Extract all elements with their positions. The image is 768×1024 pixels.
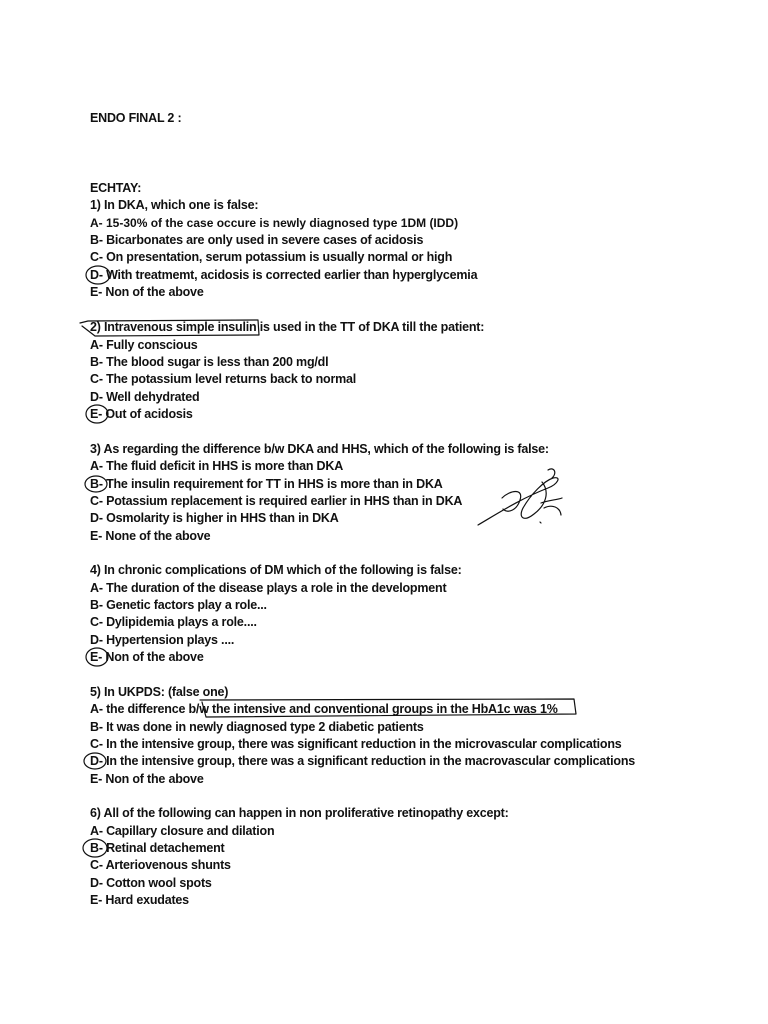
question-4-option-b: B- Genetic factors play a role... xyxy=(90,598,267,612)
question-3-stem: 3) As regarding the difference b/w DKA and HHS, which of the following is false: xyxy=(90,442,549,456)
question-6-stem: 6) All of the following can happen in non proliferative retinopathy except: xyxy=(90,806,509,820)
question-4-option-a: A- The duration of the disease plays a role in the development xyxy=(90,581,447,595)
question-5-option-e: E- Non of the above xyxy=(90,772,204,786)
question-1-option-a: A- 15-30% of the case occure is newly diagnosed type 1DM (IDD) xyxy=(90,216,459,230)
question-6-option-d: D- Cotton wool spots xyxy=(90,876,212,890)
question-3-option-d: D- Osmolarity is higher in HHS than in DKA xyxy=(90,511,339,525)
question-4-option-e: E- Non of the above xyxy=(90,650,204,664)
question-2-stem: 2) Intravenous simple insulin is used in the TT of DKA till the patient: xyxy=(90,320,485,334)
question-4-option-d: D- Hypertension plays .... xyxy=(90,633,235,647)
question-2-option-b: B- The blood sugar is less than 200 mg/dl xyxy=(90,355,329,369)
question-5-option-a: A- the difference b/w the intensive and conventional groups in the HbA1c was 1% xyxy=(90,702,558,716)
question-3-option-e: E- None of the above xyxy=(90,529,211,543)
question-2-option-a: A- Fully conscious xyxy=(90,338,198,352)
question-6-option-c: C- Arteriovenous shunts xyxy=(90,858,231,872)
question-5-option-b: B- It was done in newly diagnosed type 2 diabetic patients xyxy=(90,720,424,734)
question-4-option-c: C- Dylipidemia plays a role.... xyxy=(90,615,257,629)
handwritten-signature xyxy=(478,469,562,525)
question-6-option-b: B- Retinal detachement xyxy=(90,841,225,855)
question-6-option-a: A- Capillary closure and dilation xyxy=(90,824,275,838)
question-2-option-e: E- Out of acidosis xyxy=(90,407,193,421)
question-1-option-c: C- On presentation, serum potassium is usually normal or high xyxy=(90,250,453,264)
question-5-option-d: D- In the intensive group, there was a significant reduction in the macrovascular complications xyxy=(90,754,636,768)
question-5-option-c: C- In the intensive group, there was significant reduction in the microvascular complications xyxy=(90,737,622,751)
page-title: ENDO FINAL 2 : xyxy=(90,111,182,125)
question-3-option-a: A- The fluid deficit in HHS is more than DKA xyxy=(90,459,344,473)
question-4-stem: 4) In chronic complications of DM which of the following is false: xyxy=(90,563,462,577)
question-1-option-e: E- Non of the above xyxy=(90,285,204,299)
section-label: ECHTAY: xyxy=(90,181,142,195)
question-1-option-d: D- With treatmemt, acidosis is corrected earlier than hyperglycemia xyxy=(90,268,478,282)
question-2-option-c: C- The potassium level returns back to normal xyxy=(90,372,357,386)
question-3-option-b: B- The insulin requirement for TT in HHS is more than in DKA xyxy=(90,477,443,491)
question-1-stem: 1) In DKA, which one is false: xyxy=(90,198,259,212)
question-3-option-c: C- Potassium replacement is required earlier in HHS than in DKA xyxy=(90,494,463,508)
question-1-option-b: B- Bicarbonates are only used in severe cases of acidosis xyxy=(90,233,424,247)
question-5-stem: 5) In UKPDS: (false one) xyxy=(90,685,229,699)
question-2-option-d: D- Well dehydrated xyxy=(90,390,200,404)
question-6-option-e: E- Hard exudates xyxy=(90,893,189,907)
